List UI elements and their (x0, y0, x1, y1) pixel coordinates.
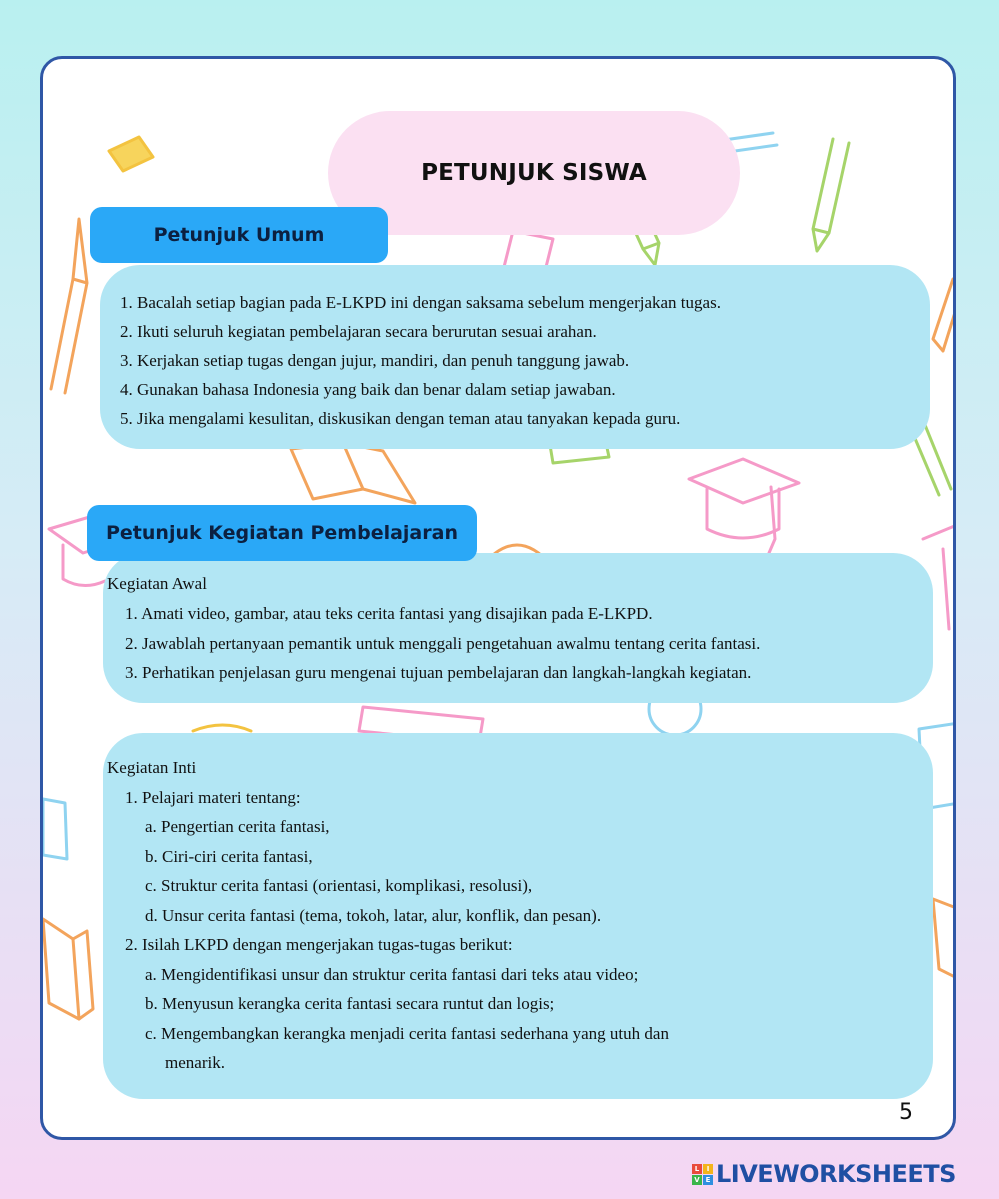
item-text: Jika mengalami kesulitan, diskusikan dengan teman atau tanyakan kepada guru. (137, 409, 681, 428)
item-number: 3. (125, 663, 138, 682)
list-item (125, 634, 760, 654)
item-text: Bacalah setiap bagian pada E-LKPD ini dengan saksama sebelum mengerjakan tugas. (137, 293, 721, 312)
section-label-umum: Petunjuk Umum (90, 207, 388, 263)
list-item (125, 788, 301, 808)
item-letter: d. (145, 906, 158, 925)
item-number: 2. (125, 935, 138, 954)
list-item (120, 409, 680, 429)
item-text: Menyusun kerangka cerita fantasi secara runtut dan logis; (162, 994, 555, 1013)
item-number: 1. (125, 788, 138, 807)
item-text: Kerjakan setiap tugas dengan jujur, mandiri, dan penuh tanggung jawab. (137, 351, 630, 370)
item-letter: a. (145, 965, 157, 984)
page-number: 5 (899, 1100, 913, 1125)
subsection-heading-inti: Kegiatan Inti (107, 758, 197, 777)
subsection-heading-awal: Kegiatan Awal (107, 574, 207, 593)
sub-list-item-continuation: menarik. (165, 1053, 225, 1072)
list-item (120, 380, 616, 400)
item-text: Struktur cerita fantasi (orientasi, komplikasi, resolusi), (161, 876, 533, 895)
list-item (125, 935, 513, 955)
liveworksheets-brand[interactable] (692, 1159, 956, 1189)
list-item (120, 322, 597, 342)
item-text: Amati video, gambar, atau teks cerita fantasi yang disajikan pada E-LKPD. (141, 604, 653, 623)
instruction-box-awal (103, 553, 933, 703)
item-text: Unsur cerita fantasi (tema, tokoh, latar, alur, konflik, dan pesan). (162, 906, 602, 925)
item-number: 2. (120, 322, 133, 341)
page-title: PETUNJUK SISWA (328, 111, 740, 235)
logo-letter: E (703, 1175, 713, 1185)
item-text: Ciri-ciri cerita fantasi, (162, 847, 313, 866)
item-number: 3. (120, 351, 133, 370)
sub-list-item (145, 876, 532, 896)
liveworksheets-logo-icon (692, 1164, 713, 1185)
item-text: Ikuti seluruh kegiatan pembelajaran secara berurutan sesuai arahan. (137, 322, 597, 341)
logo-letter: V (692, 1175, 702, 1185)
item-number: 5. (120, 409, 133, 428)
sub-list-item (145, 965, 638, 985)
item-text: Isilah LKPD dengan mengerjakan tugas-tugas berikut: (142, 935, 513, 954)
sub-list-item (145, 994, 554, 1014)
item-letter: c. (145, 1024, 157, 1043)
item-letter: c. (145, 876, 157, 895)
instruction-box-inti (103, 733, 933, 1099)
item-letter: a. (145, 817, 157, 836)
item-number: 4. (120, 380, 133, 399)
list-item (125, 663, 751, 683)
worksheet-page (40, 56, 956, 1140)
item-number: 1. (125, 604, 138, 623)
item-letter: b. (145, 847, 158, 866)
item-letter: b. (145, 994, 158, 1013)
sub-list-item (145, 1024, 669, 1044)
item-text: Pengertian cerita fantasi, (161, 817, 330, 836)
item-text: Mengidentifikasi unsur dan struktur cerita fantasi dari teks atau video; (161, 965, 639, 984)
logo-letter: L (692, 1164, 702, 1174)
section-label-kegiatan: Petunjuk Kegiatan Pembelajaran (87, 505, 477, 561)
item-number: 1. (120, 293, 133, 312)
list-item (120, 293, 721, 313)
item-number: 2. (125, 634, 138, 653)
item-text: Pelajari materi tentang: (142, 788, 301, 807)
sub-list-item (145, 817, 330, 837)
instruction-box-umum (100, 265, 930, 449)
logo-letter: I (703, 1164, 713, 1174)
brand-name: LIVEWORKSHEETS (716, 1160, 956, 1188)
item-text: Mengembangkan kerangka menjadi cerita fantasi sederhana yang utuh dan (161, 1024, 669, 1043)
list-item (120, 351, 629, 371)
sub-list-item (145, 906, 601, 926)
item-text: Jawablah pertanyaan pemantik untuk menggali pengetahuan awalmu tentang cerita fantasi. (142, 634, 761, 653)
list-item (125, 604, 653, 624)
item-text: Perhatikan penjelasan guru mengenai tujuan pembelajaran dan langkah-langkah kegiatan. (142, 663, 752, 682)
sub-list-item (145, 847, 313, 867)
item-text: Gunakan bahasa Indonesia yang baik dan benar dalam setiap jawaban. (137, 380, 616, 399)
